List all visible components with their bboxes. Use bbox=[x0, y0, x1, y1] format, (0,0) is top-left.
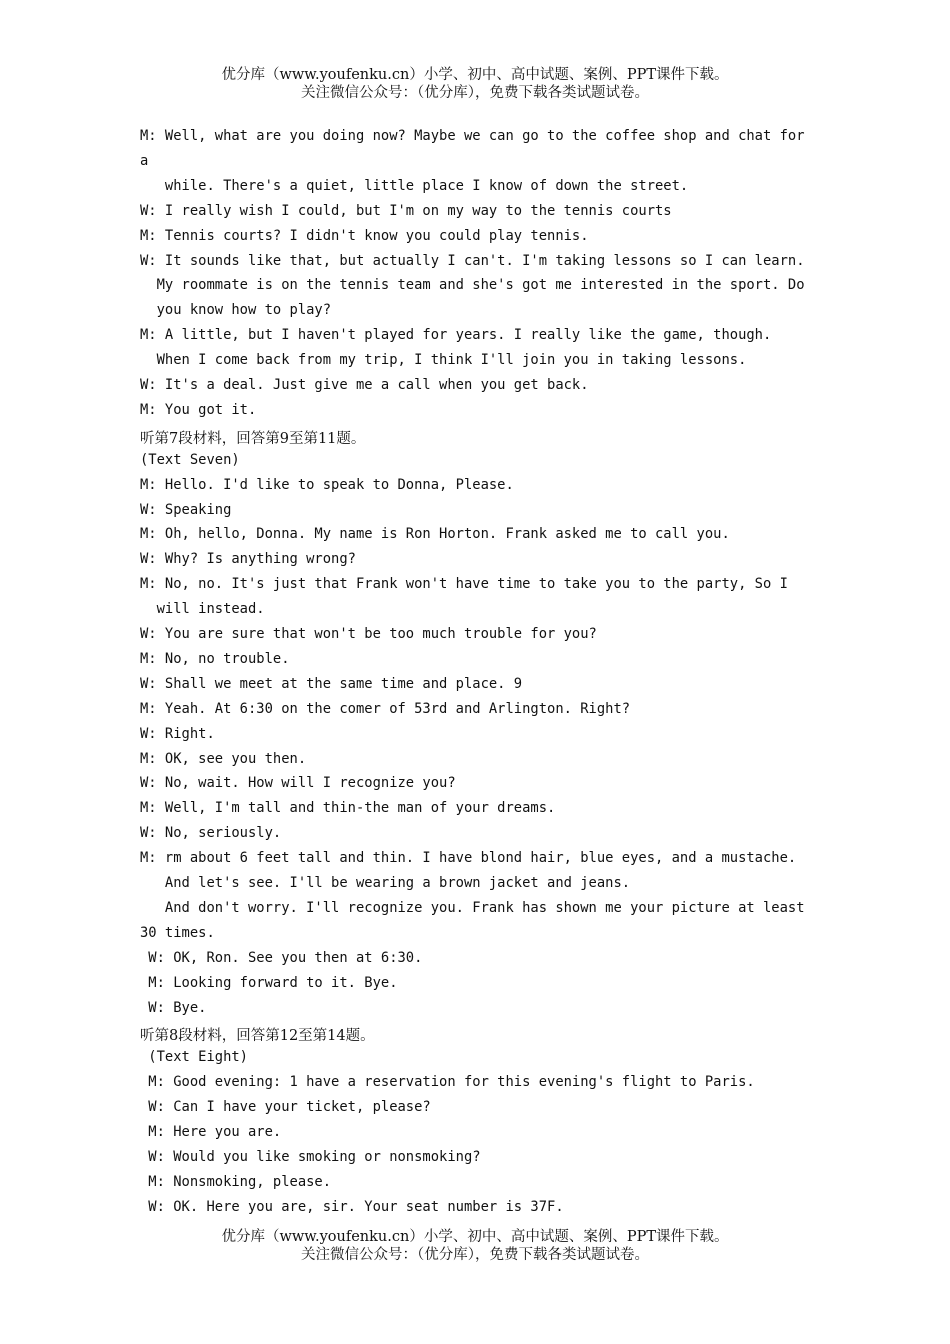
transcript-line: When I come back from my trip, I think I'll join you in taking lessons. bbox=[140, 352, 747, 369]
transcript-line: M: rm about 6 feet tall and thin. I have blond hair, blue eyes, and a mustache. bbox=[140, 850, 797, 867]
transcript-line: M: Looking forward to it. Bye. bbox=[140, 974, 398, 991]
transcript-line: M: OK, see you then. bbox=[140, 750, 307, 767]
page-footer bbox=[0, 1228, 950, 1264]
transcript-line: And don't worry. I'll recognize you. Frank has shown me your picture at least bbox=[140, 899, 805, 916]
footer-line-1: 优分库（www.youfenku.cn）小学、初中、高中试题、案例、PPT课件下载。 bbox=[221, 1229, 729, 1245]
transcript-line: 听第7段材料，回答第9至第11题。 bbox=[140, 430, 366, 447]
transcript-line: M: Tennis courts? I didn't know you could play tennis. bbox=[140, 227, 589, 244]
header-line-2: 关注微信公众号：（优分库），免费下载各类试题试卷。 bbox=[301, 85, 649, 101]
transcript-line: W: It's a deal. Just give me a call when you get back. bbox=[140, 377, 589, 393]
transcript-line: M: Nonsmoking, please. bbox=[140, 1173, 332, 1190]
transcript-line: while. There's a quiet, little place I know of down the street. bbox=[140, 177, 689, 194]
transcript-line: (Text Seven) bbox=[140, 451, 240, 468]
page-header bbox=[0, 66, 950, 102]
transcript-line: W: OK, Ron. See you then at 6:30. bbox=[140, 949, 423, 966]
transcript-line: W: No, seriously. bbox=[140, 825, 282, 842]
transcript-line: M: Oh, hello, Donna. My name is Ron Horton. Frank asked me to call you. bbox=[140, 526, 730, 543]
transcript-line: My roommate is on the tennis team and she's got me interested in the sport. Do bbox=[140, 277, 805, 294]
transcript-line: W: OK. Here you are, sir. Your seat number is 37F. bbox=[140, 1198, 564, 1215]
transcript-line: W: Shall we meet at the same time and place. 9 bbox=[140, 675, 523, 692]
transcript-line: W: Speaking bbox=[140, 501, 232, 518]
transcript-line: W: You are sure that won't be too much trouble for you? bbox=[140, 626, 597, 642]
transcript-line: M: Hello. I'd like to speak to Donna, Please. bbox=[140, 476, 514, 493]
transcript-line: W: Right. bbox=[140, 725, 215, 742]
transcript-line: a bbox=[140, 152, 149, 169]
transcript-line: M: Yeah. At 6:30 on the comer of 53rd and Arlington. Right? bbox=[140, 700, 631, 717]
transcript-line: M: No, no. It's just that Frank won't have time to take you to the party, So I bbox=[140, 576, 788, 593]
transcript-line: W: Can I have your ticket, please? bbox=[140, 1099, 431, 1116]
transcript-line: W: It sounds like that, but actually I can't. I'm taking lessons so I can learn. bbox=[140, 252, 805, 269]
transcript-line: M: Well, what are you doing now? Maybe we can go to the coffee shop and chat for bbox=[140, 128, 805, 144]
header-line-1: 优分库（www.youfenku.cn）小学、初中、高中试题、案例、PPT课件下载。 bbox=[221, 67, 729, 83]
transcript-line: M: Well, I'm tall and thin-the man of your dreams. bbox=[140, 800, 556, 817]
transcript-line: M: You got it. bbox=[140, 401, 257, 418]
transcript-line: 听第8段材料，回答第12至第14题。 bbox=[140, 1028, 375, 1045]
transcript-line: W: Bye. bbox=[140, 999, 207, 1016]
transcript-line: M: Good evening: 1 have a reservation for this evening's flight to Paris. bbox=[140, 1074, 755, 1091]
footer-line-2: 关注微信公众号：（优分库），免费下载各类试题试卷。 bbox=[301, 1247, 649, 1263]
transcript-line: will instead. bbox=[140, 601, 265, 618]
transcript-line: (Text Eight) bbox=[140, 1049, 248, 1066]
transcript-line: W: Would you like smoking or nonsmoking? bbox=[140, 1148, 481, 1165]
transcript-line: M: A little, but I haven't played for years. I really like the game, though. bbox=[140, 327, 772, 344]
transcript-line: W: No, wait. How will I recognize you? bbox=[140, 775, 456, 792]
transcript-line: M: Here you are. bbox=[140, 1124, 282, 1140]
transcript-line: M: No, no trouble. bbox=[140, 650, 290, 667]
transcript-line: 30 times. bbox=[140, 924, 215, 941]
transcript-line: And let's see. I'll be wearing a brown jacket and jeans. bbox=[140, 875, 631, 891]
transcript-line: W: Why? Is anything wrong? bbox=[140, 551, 356, 568]
transcript-line: you know how to play? bbox=[140, 302, 332, 319]
transcript-line: W: I really wish I could, but I'm on my way to the tennis courts bbox=[140, 202, 672, 219]
